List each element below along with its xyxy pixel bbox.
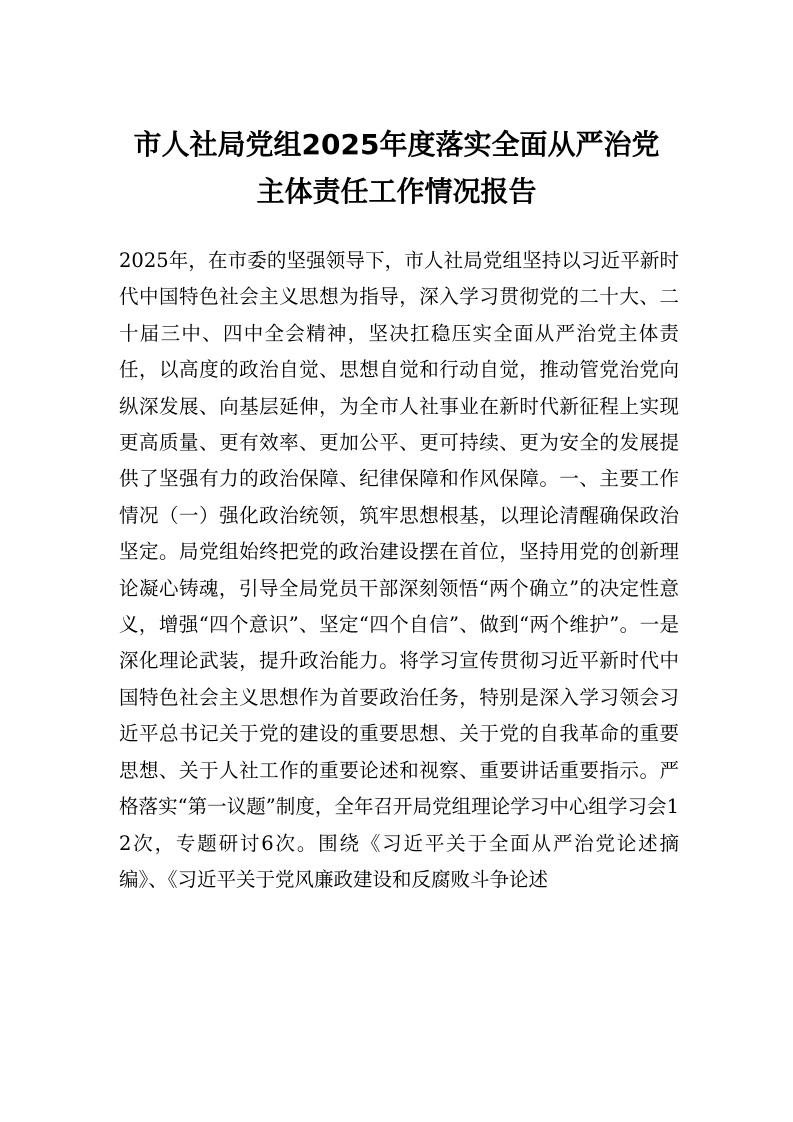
document-title-line-1: 市人社局党组2025年度落实全面从严治党 bbox=[133, 128, 660, 161]
document-body-paragraph: 2025年，在市委的坚强领导下，市人社局党组坚持以习近平新时代中国特色社会主义思想为指导，深入学习贯彻党的二十大、二十届三中、四中全会精神，坚决扛稳压实全面从严治党主体责任，以高度的政治自觉、思想自觉和行动自觉，推动管党治党向纵深发展、向基层延伸，为全市人社事业在新时代新征程上实现更高质量、更有效率、更加公平、更可持续、更为安全的发展提供了坚强有力的政治保障、纪律保障和作风保障。一、主要工作情况（一）强化政治统领，筑牢思想根基，以理论清醒确保政治坚定。局党组始终把党的政治建设摆在首位，坚持用党的创新理论凝心铸魂，引导全局党员干部深刻领悟“两个确立”的决定性意义，增强“四个意识”、坚定“四个自信”、做到“两个维护”。一是深化理论武装，提升政治能力。将学习宣传贯彻习近平新时代中国特色社会主义思想作为首要政治任务，特别是深入学习领会习近平总书记关于党的建设的重要思想、关于党的自我革命的重要思想、关于人社工作的重要论述和视察、重要讲话重要指示。严格落实“第一议题”制度，全年召开局党组理论学习中心组学习会12次，专题研讨6次。围绕《习近平关于全面从严治党论述摘编》、《习近平关于党风廉政建设和反腐败斗争论述 bbox=[119, 249, 679, 891]
document-title-line-2: 主体责任工作情况报告 bbox=[256, 175, 537, 208]
